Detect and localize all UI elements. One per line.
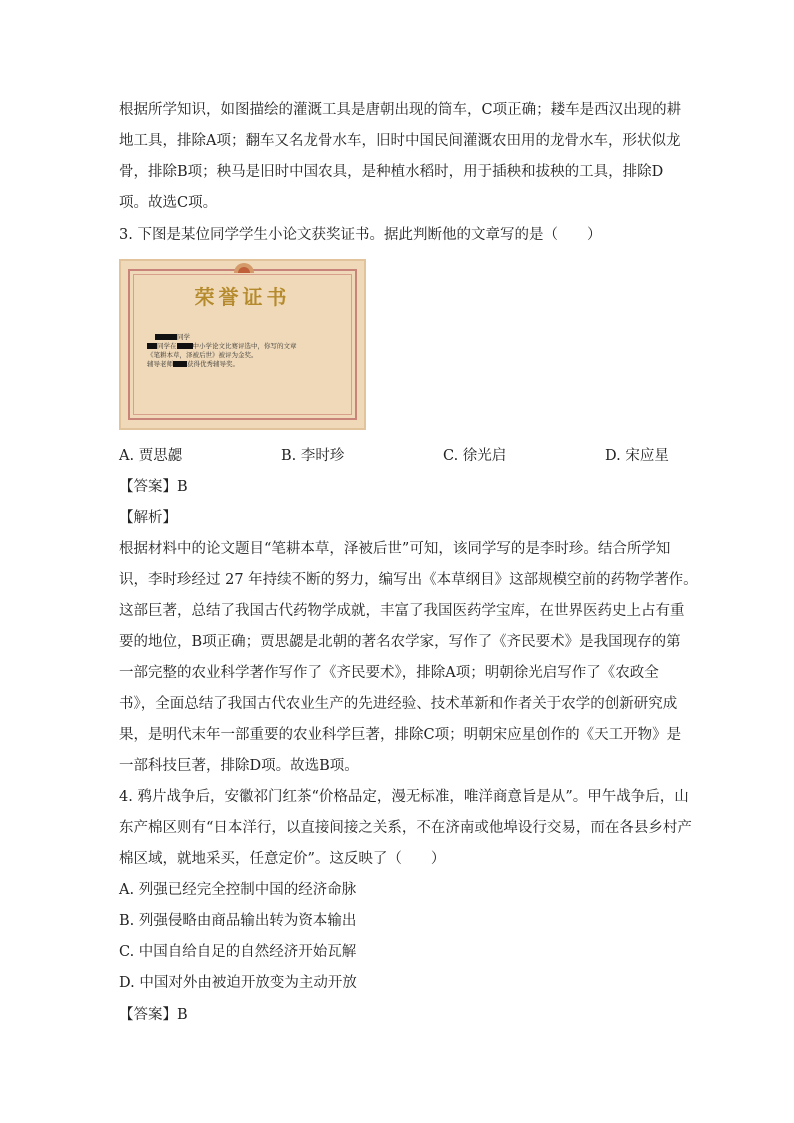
answer-label: 【答案】B [119, 1007, 188, 1023]
question-4-line: 东产棉区则有“日本洋行，以直接间接之关系，不在济南或他埠设行交易，而在各县乡村产 [119, 820, 692, 836]
certificate-image [119, 259, 366, 430]
option-d: D. 中国对外由被迫开放变为主动开放 [119, 975, 357, 991]
analysis-line: 地工具，排除A项；翻车又名龙骨水车，旧时中国民间灌溉农田用的龙骨水车，形状似龙 [119, 133, 681, 149]
certificate-title: 荣誉证书 [194, 285, 291, 309]
question-4: 4. 鸦片战争后，安徽祁门红茶“价格品定，漫无标准，唯洋商意旨是从”。甲午战争后，山 [119, 789, 689, 805]
option-a: A. 贾思勰 [119, 448, 183, 464]
option-c: C. 中国自给自足的自然经济开始瓦解 [119, 944, 357, 960]
analysis-line: 这部巨著，总结了我国古代药物学成就，丰富了我国医药学宝库，在世界医药史上占有重 [119, 603, 685, 619]
certificate-line: 《笔耕本草，泽被后世》被评为金奖。 [147, 351, 258, 359]
analysis-line: 一部科技巨著，排除D项。故选B项。 [119, 758, 359, 774]
question-3: 3. 下图是某位同学学生小论文获奖证书。据此判断他的文章写的是（ ） [119, 227, 602, 243]
redaction-block [173, 361, 187, 367]
redaction-block [177, 343, 193, 349]
analysis-line: 果，是明代末年一部重要的农业科学巨著，排除C项；明朝宋应星创作的《天工开物》是 [119, 727, 682, 743]
option-b: B. 列强侵略由商品输出转为资本输出 [119, 913, 357, 929]
question-4-line: 棉区域，就地采买，任意定价”。这反映了（ ） [119, 851, 446, 867]
certificate-emblem-icon [234, 263, 254, 273]
option-a: A. 列强已经完全控制中国的经济命脉 [119, 882, 357, 898]
analysis-line: 识，李时珍经过 27 年持续不断的努力，编写出《本草纲目》这部规模空前的药物学著作。 [119, 572, 698, 588]
certificate-line: 同学在 中小学论文比赛评选中，你写的文章 [147, 342, 297, 350]
analysis-line: 要的地位，B项正确；贾思勰是北朝的著名农学家，写作了《齐民要术》是我国现存的第 [119, 634, 681, 650]
option-b: B. 李时珍 [281, 448, 345, 464]
certificate-line: 辅导老师 获得优秀辅导奖。 [147, 360, 239, 368]
analysis-line: 骨，排除B项；秧马是旧时中国农具，是种植水稻时，用于插秧和拔秧的工具，排除D [119, 164, 664, 180]
redaction-block [155, 334, 177, 340]
answer-label: 【答案】B [119, 479, 188, 495]
option-d: D. 宋应星 [605, 448, 669, 464]
certificate-line: 同学 [147, 333, 190, 341]
analysis-label: 【解析】 [119, 510, 177, 526]
analysis-line: 根据所学知识，如图描绘的灌溉工具是唐朝出现的筒车，C项正确；耧车是西汉出现的耕 [119, 102, 682, 118]
redaction-block [147, 343, 157, 349]
analysis-line: 一部完整的农业科学著作写作了《齐民要术》，排除A项；明朝徐光启写作了《农政全 [119, 665, 659, 681]
analysis-line: 书》，全面总结了我国古代农业生产的先进经验、技术革新和作者关于农学的创新研究成 [119, 696, 678, 712]
analysis-line: 项。故选C项。 [119, 195, 218, 211]
analysis-line: 根据材料中的论文题目“笔耕本草，泽被后世”可知，该同学写的是李时珍。结合所学知 [119, 541, 671, 557]
option-c: C. 徐光启 [443, 448, 507, 464]
